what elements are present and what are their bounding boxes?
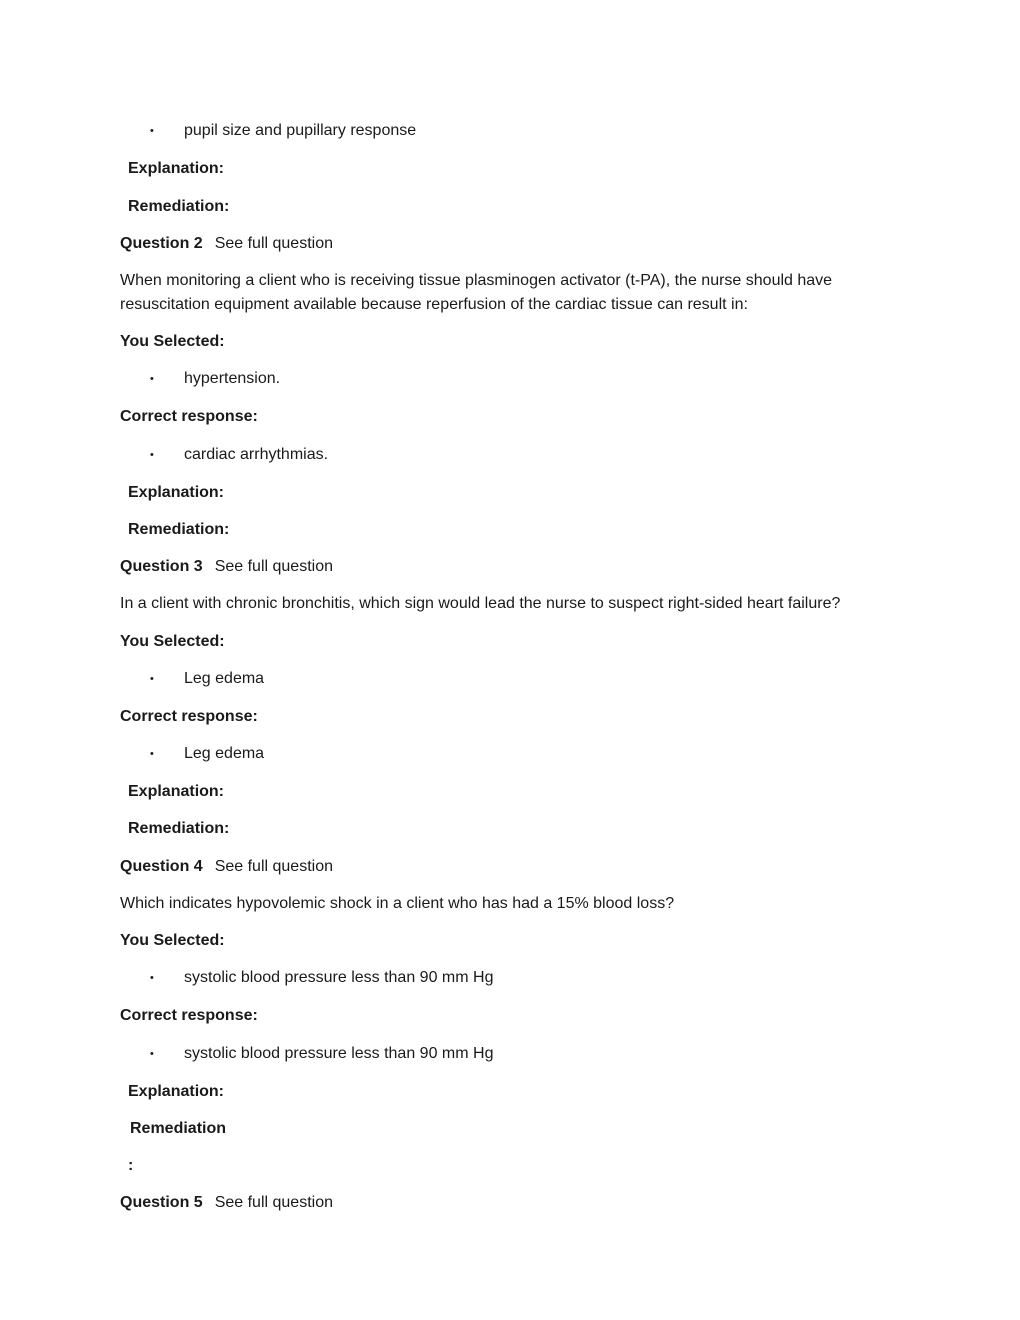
q4-see-full-question-link[interactable]: See full question [214, 858, 333, 875]
bullet-icon: • [150, 373, 154, 385]
q3-correct-label: Correct response: [120, 708, 258, 725]
q2-selected-text: hypertension. [184, 370, 281, 387]
q4-correct-text: systolic blood pressure less than 90 mm Hg [184, 1045, 494, 1062]
q2-correct-label: Correct response: [120, 408, 258, 425]
bullet-icon: • [150, 1048, 154, 1060]
q2-remediation-label: Remediation: [128, 521, 230, 538]
q3-correct-text: Leg edema [184, 745, 265, 762]
q1-explanation-label: Explanation: [128, 160, 225, 177]
bullet-icon: • [150, 748, 154, 760]
q2-correct-text: cardiac arrhythmias. [184, 446, 329, 463]
bullet-icon: • [150, 673, 154, 685]
q4-header [120, 855, 333, 879]
q4-correct-label: Correct response: [120, 1007, 258, 1024]
q2-label: Question 2 [120, 235, 203, 252]
q3-selected-item [150, 667, 264, 691]
q2-see-full-question-link[interactable]: See full question [214, 235, 333, 252]
q1-option-text: pupil size and pupillary response [184, 122, 417, 139]
bullet-icon: • [150, 125, 154, 137]
q2-question-text: When monitoring a client who is receiving tissue plasminogen activator (t-PA), the nurse should have resuscitation equipment available because reperfusion of the cardiac tissue can result in: [120, 272, 833, 313]
q3-explanation-label: Explanation: [128, 783, 225, 800]
q2-explanation-label: Explanation: [128, 484, 225, 501]
q3-selected-label: You Selected: [120, 633, 225, 650]
q5-header [120, 1191, 333, 1215]
q2-selected-item [150, 367, 280, 391]
q3-see-full-question-link[interactable]: See full question [214, 558, 333, 575]
q2-correct-item [150, 443, 328, 467]
q5-see-full-question-link[interactable]: See full question [214, 1194, 333, 1211]
q4-selected-text: systolic blood pressure less than 90 mm Hg [184, 969, 494, 986]
q1-remediation-label: Remediation: [128, 198, 230, 215]
q3-question-text: In a client with chronic bronchitis, which sign would lead the nurse to suspect right-sided heart failure? [120, 595, 841, 612]
q2-header [120, 232, 333, 256]
q1-option-item [150, 119, 416, 143]
q4-label: Question 4 [120, 858, 203, 875]
q4-correct-item [150, 1042, 493, 1066]
q4-remediation-label: Remediation [130, 1120, 227, 1137]
bullet-icon: • [150, 449, 154, 461]
q3-selected-text: Leg edema [184, 670, 265, 687]
q3-correct-item [150, 742, 264, 766]
q3-label: Question 3 [120, 558, 203, 575]
bullet-icon: • [150, 972, 154, 984]
q4-question-text: Which indicates hypovolemic shock in a client who has had a 15% blood loss? [120, 895, 675, 912]
q4-selected-label: You Selected: [120, 932, 225, 949]
q4-selected-item [150, 966, 493, 990]
q2-selected-label: You Selected: [120, 333, 225, 350]
q3-header [120, 555, 333, 579]
q4-explanation-label: Explanation: [128, 1083, 225, 1100]
q3-remediation-label: Remediation: [128, 820, 230, 837]
q5-label: Question 5 [120, 1194, 203, 1211]
q4-remediation-colon: : [128, 1157, 134, 1174]
